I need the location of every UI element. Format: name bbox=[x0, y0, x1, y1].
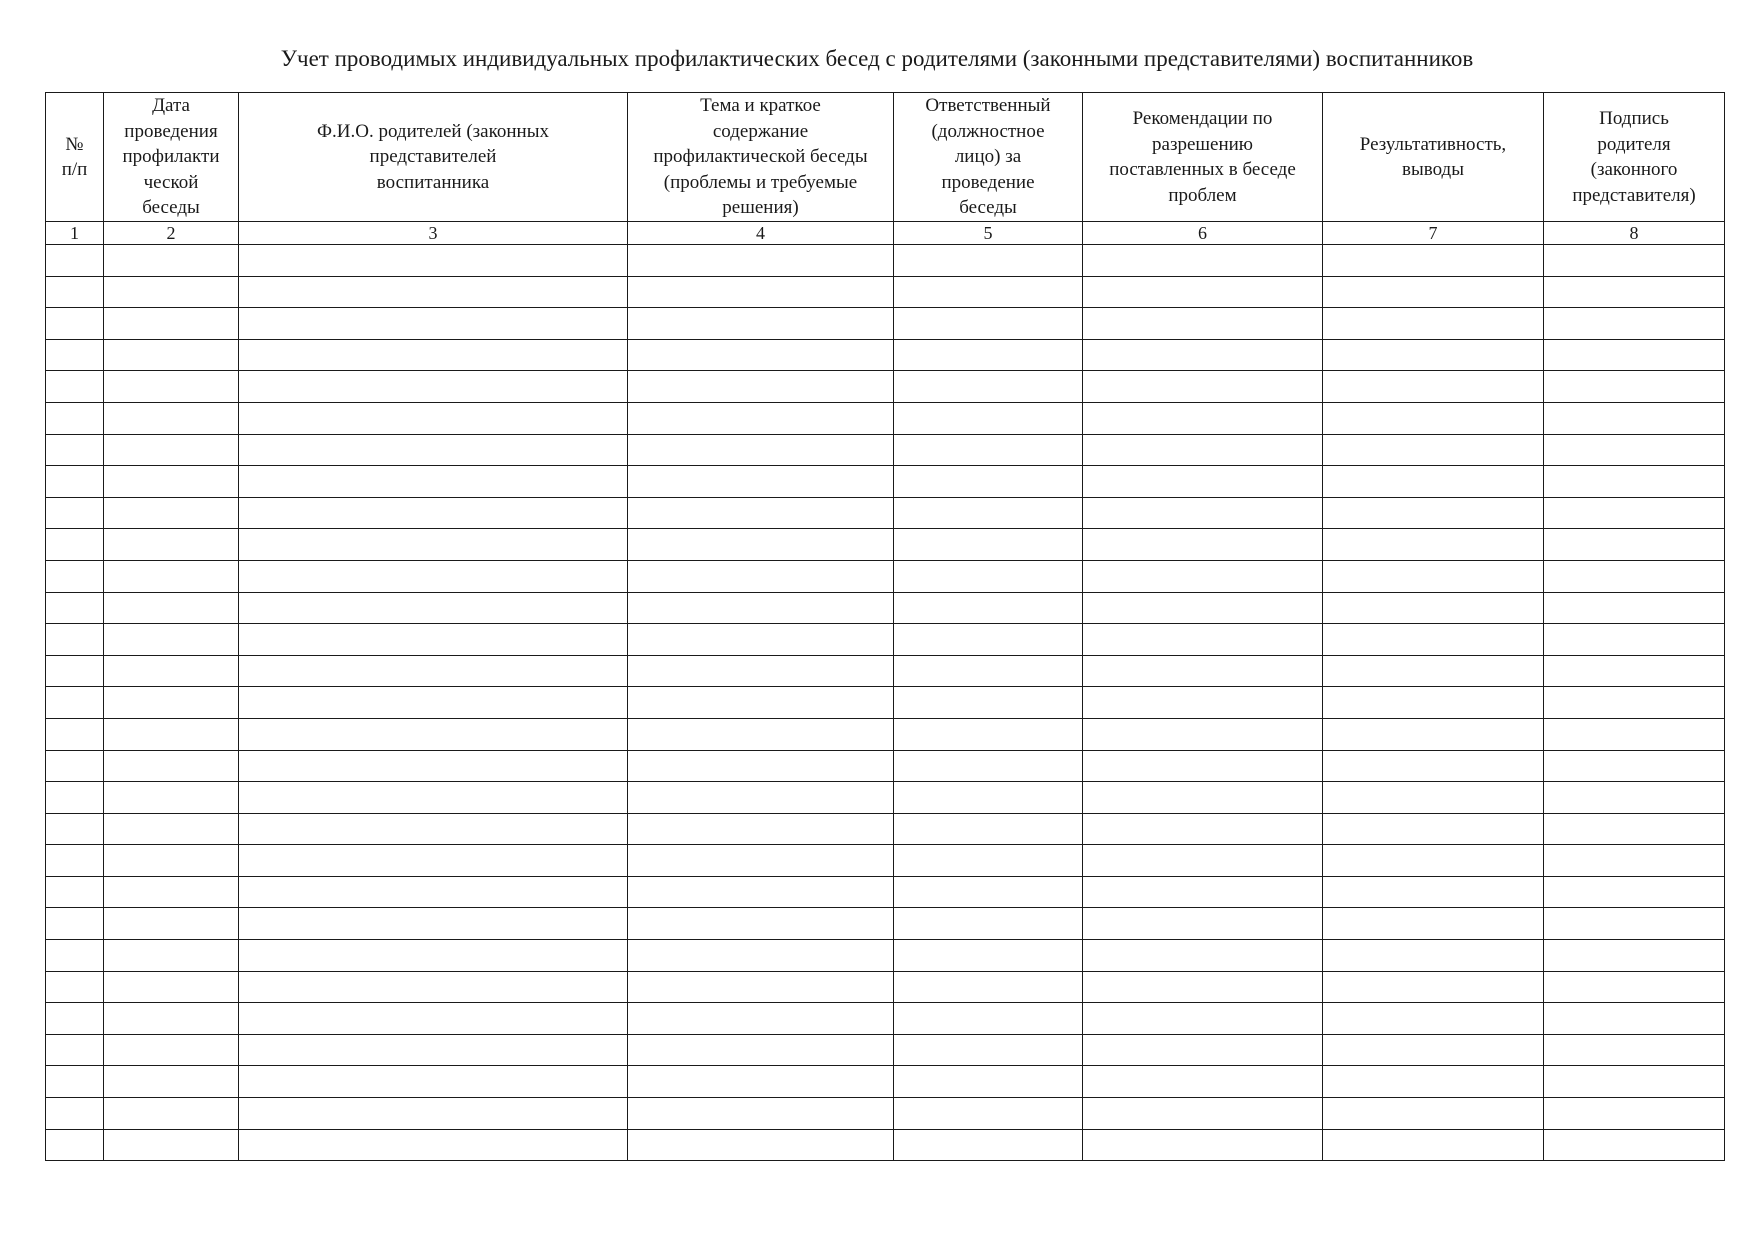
empty-cell bbox=[1323, 971, 1544, 1003]
empty-cell bbox=[628, 276, 894, 308]
empty-cell bbox=[1083, 529, 1323, 561]
empty-cell bbox=[894, 624, 1083, 656]
empty-cell bbox=[628, 624, 894, 656]
empty-cell bbox=[1083, 718, 1323, 750]
empty-cell bbox=[46, 1034, 104, 1066]
empty-cell bbox=[894, 1066, 1083, 1098]
empty-cell bbox=[1323, 1098, 1544, 1130]
empty-cell bbox=[1323, 876, 1544, 908]
empty-cell bbox=[1544, 687, 1725, 719]
empty-cell bbox=[239, 402, 628, 434]
empty-cell bbox=[1544, 1034, 1725, 1066]
table-row bbox=[46, 1098, 1725, 1130]
empty-cell bbox=[894, 940, 1083, 972]
empty-cell bbox=[1544, 1003, 1725, 1035]
empty-cell bbox=[1544, 434, 1725, 466]
empty-cell bbox=[1323, 1066, 1544, 1098]
empty-cell bbox=[1544, 276, 1725, 308]
empty-cell bbox=[1083, 687, 1323, 719]
empty-cell bbox=[1323, 687, 1544, 719]
table-row bbox=[46, 371, 1725, 403]
empty-cell bbox=[894, 434, 1083, 466]
empty-cell bbox=[1544, 940, 1725, 972]
empty-cell bbox=[1083, 1003, 1323, 1035]
empty-cell bbox=[239, 624, 628, 656]
empty-cell bbox=[46, 750, 104, 782]
empty-cell bbox=[1323, 466, 1544, 498]
empty-cell bbox=[46, 276, 104, 308]
empty-cell bbox=[1544, 876, 1725, 908]
empty-cell bbox=[104, 1034, 239, 1066]
empty-cell bbox=[1083, 339, 1323, 371]
empty-cell bbox=[239, 1003, 628, 1035]
empty-cell bbox=[239, 497, 628, 529]
empty-cell bbox=[239, 529, 628, 561]
empty-cell bbox=[628, 402, 894, 434]
empty-cell bbox=[1083, 245, 1323, 277]
empty-cell bbox=[104, 813, 239, 845]
empty-cell bbox=[104, 371, 239, 403]
column-number: 6 bbox=[1083, 222, 1323, 245]
empty-cell bbox=[104, 1066, 239, 1098]
empty-cell bbox=[239, 308, 628, 340]
empty-cell bbox=[1544, 624, 1725, 656]
empty-cell bbox=[1083, 497, 1323, 529]
empty-cell bbox=[104, 718, 239, 750]
empty-cell bbox=[1323, 434, 1544, 466]
empty-cell bbox=[1323, 339, 1544, 371]
empty-cell bbox=[104, 308, 239, 340]
empty-cell bbox=[628, 1066, 894, 1098]
empty-cell bbox=[104, 1129, 239, 1161]
empty-cell bbox=[1544, 371, 1725, 403]
empty-cell bbox=[894, 1003, 1083, 1035]
empty-cell bbox=[894, 750, 1083, 782]
empty-cell bbox=[1083, 1034, 1323, 1066]
empty-cell bbox=[628, 908, 894, 940]
empty-cell bbox=[1544, 1129, 1725, 1161]
empty-cell bbox=[1083, 813, 1323, 845]
empty-cell bbox=[1323, 908, 1544, 940]
empty-cell bbox=[46, 1066, 104, 1098]
empty-cell bbox=[628, 687, 894, 719]
empty-cell bbox=[46, 845, 104, 877]
empty-cell bbox=[46, 592, 104, 624]
empty-cell bbox=[1083, 655, 1323, 687]
empty-cell bbox=[104, 560, 239, 592]
empty-cell bbox=[1544, 339, 1725, 371]
empty-cell bbox=[1083, 845, 1323, 877]
empty-cell bbox=[894, 782, 1083, 814]
empty-cell bbox=[46, 560, 104, 592]
column-header-parent-name: Ф.И.О. родителей (законных представителей воспитанника bbox=[239, 93, 628, 222]
empty-cell bbox=[894, 466, 1083, 498]
empty-cell bbox=[104, 782, 239, 814]
empty-cell bbox=[46, 908, 104, 940]
column-number-row bbox=[46, 222, 1725, 245]
empty-cell bbox=[1323, 308, 1544, 340]
empty-cell bbox=[239, 655, 628, 687]
empty-cell bbox=[1544, 560, 1725, 592]
empty-cell bbox=[1544, 466, 1725, 498]
empty-cell bbox=[1083, 750, 1323, 782]
empty-cell bbox=[239, 971, 628, 1003]
empty-cell bbox=[104, 624, 239, 656]
empty-cell bbox=[1323, 782, 1544, 814]
empty-cell bbox=[628, 339, 894, 371]
empty-cell bbox=[628, 1034, 894, 1066]
empty-cell bbox=[46, 971, 104, 1003]
empty-cell bbox=[894, 1098, 1083, 1130]
table-row bbox=[46, 402, 1725, 434]
empty-cell bbox=[628, 1003, 894, 1035]
empty-cell bbox=[894, 560, 1083, 592]
empty-cell bbox=[46, 497, 104, 529]
empty-cell bbox=[628, 1129, 894, 1161]
empty-cell bbox=[239, 434, 628, 466]
empty-cell bbox=[628, 655, 894, 687]
empty-cell bbox=[239, 371, 628, 403]
empty-cell bbox=[239, 782, 628, 814]
table-row bbox=[46, 876, 1725, 908]
header-row bbox=[46, 93, 1725, 222]
empty-cell bbox=[46, 687, 104, 719]
empty-cell bbox=[46, 624, 104, 656]
table-row bbox=[46, 1003, 1725, 1035]
empty-cell bbox=[1083, 908, 1323, 940]
empty-cell bbox=[894, 592, 1083, 624]
empty-cell bbox=[46, 402, 104, 434]
empty-cell bbox=[239, 845, 628, 877]
empty-cell bbox=[1544, 529, 1725, 561]
empty-cell bbox=[239, 718, 628, 750]
empty-cell bbox=[628, 782, 894, 814]
column-header-topic: Тема и краткое содержание профилактической беседы (проблемы и требуемые решения) bbox=[628, 93, 894, 222]
empty-cell bbox=[628, 245, 894, 277]
empty-cell bbox=[1544, 497, 1725, 529]
empty-cell bbox=[1323, 529, 1544, 561]
empty-cell bbox=[628, 497, 894, 529]
table-row bbox=[46, 529, 1725, 561]
empty-cell bbox=[1323, 560, 1544, 592]
table-row bbox=[46, 908, 1725, 940]
table-row bbox=[46, 687, 1725, 719]
empty-cell bbox=[239, 876, 628, 908]
empty-cell bbox=[1544, 813, 1725, 845]
empty-cell bbox=[1083, 434, 1323, 466]
table-row bbox=[46, 560, 1725, 592]
empty-cell bbox=[628, 308, 894, 340]
empty-cell bbox=[1544, 718, 1725, 750]
empty-cell bbox=[1544, 908, 1725, 940]
empty-cell bbox=[239, 592, 628, 624]
empty-cell bbox=[104, 276, 239, 308]
column-number: 1 bbox=[46, 222, 104, 245]
empty-cell bbox=[1323, 655, 1544, 687]
empty-cell bbox=[1544, 971, 1725, 1003]
table-row bbox=[46, 782, 1725, 814]
table-row bbox=[46, 971, 1725, 1003]
empty-cell bbox=[1083, 371, 1323, 403]
empty-cell bbox=[104, 402, 239, 434]
table-row bbox=[46, 592, 1725, 624]
empty-cell bbox=[894, 908, 1083, 940]
empty-cell bbox=[1083, 560, 1323, 592]
empty-cell bbox=[104, 845, 239, 877]
empty-cell bbox=[46, 876, 104, 908]
empty-cell bbox=[1544, 592, 1725, 624]
column-number: 5 bbox=[894, 222, 1083, 245]
empty-cell bbox=[1323, 592, 1544, 624]
empty-cell bbox=[46, 655, 104, 687]
table-row bbox=[46, 339, 1725, 371]
table-row bbox=[46, 308, 1725, 340]
empty-cell bbox=[1083, 308, 1323, 340]
empty-cell bbox=[1323, 813, 1544, 845]
column-header-results: Результативность, выводы bbox=[1323, 93, 1544, 222]
empty-cell bbox=[104, 876, 239, 908]
empty-cell bbox=[1323, 402, 1544, 434]
empty-cell bbox=[894, 813, 1083, 845]
empty-cell bbox=[46, 308, 104, 340]
empty-cell bbox=[1083, 466, 1323, 498]
column-number: 4 bbox=[628, 222, 894, 245]
column-header-recommendations: Рекомендации по разрешению поставленных в беседе проблем bbox=[1083, 93, 1323, 222]
empty-cell bbox=[894, 1129, 1083, 1161]
empty-cell bbox=[628, 940, 894, 972]
table-row bbox=[46, 276, 1725, 308]
empty-cell bbox=[628, 750, 894, 782]
empty-cell bbox=[239, 339, 628, 371]
empty-cell bbox=[46, 339, 104, 371]
empty-cell bbox=[628, 529, 894, 561]
empty-cell bbox=[1544, 655, 1725, 687]
empty-cell bbox=[46, 782, 104, 814]
empty-cell bbox=[1323, 718, 1544, 750]
empty-cell bbox=[239, 560, 628, 592]
table-row bbox=[46, 1129, 1725, 1161]
empty-cell bbox=[239, 1129, 628, 1161]
empty-cell bbox=[46, 245, 104, 277]
empty-cell bbox=[239, 813, 628, 845]
register-table bbox=[45, 92, 1725, 1161]
empty-cell bbox=[894, 529, 1083, 561]
table-row bbox=[46, 497, 1725, 529]
empty-cell bbox=[1083, 276, 1323, 308]
table-row bbox=[46, 718, 1725, 750]
empty-cell bbox=[104, 529, 239, 561]
empty-cell bbox=[46, 813, 104, 845]
empty-cell bbox=[239, 245, 628, 277]
empty-cell bbox=[1544, 845, 1725, 877]
empty-cell bbox=[1083, 940, 1323, 972]
empty-cell bbox=[239, 940, 628, 972]
empty-cell bbox=[1544, 402, 1725, 434]
empty-cell bbox=[46, 466, 104, 498]
table-row bbox=[46, 434, 1725, 466]
empty-cell bbox=[104, 908, 239, 940]
column-header-number: № п/п bbox=[46, 93, 104, 222]
empty-cell bbox=[1323, 845, 1544, 877]
empty-cell bbox=[628, 876, 894, 908]
table-row bbox=[46, 1066, 1725, 1098]
empty-cell bbox=[1323, 624, 1544, 656]
empty-cell bbox=[46, 1098, 104, 1130]
empty-cell bbox=[1544, 1066, 1725, 1098]
empty-cell bbox=[894, 687, 1083, 719]
empty-cell bbox=[894, 245, 1083, 277]
empty-cell bbox=[628, 466, 894, 498]
empty-cell bbox=[104, 245, 239, 277]
empty-cell bbox=[628, 592, 894, 624]
column-header-responsible: Ответственный (должностное лицо) за проведение беседы bbox=[894, 93, 1083, 222]
empty-cell bbox=[1323, 497, 1544, 529]
empty-cell bbox=[1544, 750, 1725, 782]
empty-cell bbox=[1323, 371, 1544, 403]
register-body bbox=[46, 245, 1725, 1161]
empty-cell bbox=[894, 845, 1083, 877]
empty-cell bbox=[1083, 1066, 1323, 1098]
empty-cell bbox=[1544, 1098, 1725, 1130]
empty-cell bbox=[239, 908, 628, 940]
empty-cell bbox=[628, 971, 894, 1003]
empty-cell bbox=[239, 466, 628, 498]
empty-cell bbox=[104, 971, 239, 1003]
table-row bbox=[46, 750, 1725, 782]
empty-cell bbox=[104, 687, 239, 719]
empty-cell bbox=[104, 466, 239, 498]
table-row bbox=[46, 624, 1725, 656]
empty-cell bbox=[104, 940, 239, 972]
empty-cell bbox=[1323, 245, 1544, 277]
empty-cell bbox=[46, 434, 104, 466]
empty-cell bbox=[1323, 1034, 1544, 1066]
empty-cell bbox=[1544, 245, 1725, 277]
empty-cell bbox=[104, 339, 239, 371]
table-row bbox=[46, 655, 1725, 687]
table-row bbox=[46, 940, 1725, 972]
empty-cell bbox=[894, 655, 1083, 687]
empty-cell bbox=[1083, 402, 1323, 434]
empty-cell bbox=[1323, 1129, 1544, 1161]
empty-cell bbox=[894, 876, 1083, 908]
empty-cell bbox=[894, 971, 1083, 1003]
empty-cell bbox=[894, 339, 1083, 371]
empty-cell bbox=[239, 1098, 628, 1130]
empty-cell bbox=[104, 1003, 239, 1035]
empty-cell bbox=[1544, 308, 1725, 340]
empty-cell bbox=[628, 845, 894, 877]
empty-cell bbox=[1323, 940, 1544, 972]
document-title: Учет проводимых индивидуальных профилактических бесед с родителями (законными представителями) воспитанников bbox=[280, 46, 1474, 71]
empty-cell bbox=[1323, 276, 1544, 308]
empty-cell bbox=[104, 655, 239, 687]
empty-cell bbox=[1083, 971, 1323, 1003]
empty-cell bbox=[1323, 1003, 1544, 1035]
empty-cell bbox=[1083, 624, 1323, 656]
empty-cell bbox=[628, 1098, 894, 1130]
column-header-date: Дата проведения профилакти ческой беседы bbox=[104, 93, 239, 222]
empty-cell bbox=[628, 813, 894, 845]
empty-cell bbox=[239, 750, 628, 782]
empty-cell bbox=[894, 371, 1083, 403]
column-number: 2 bbox=[104, 222, 239, 245]
empty-cell bbox=[894, 308, 1083, 340]
empty-cell bbox=[1083, 592, 1323, 624]
column-number: 7 bbox=[1323, 222, 1544, 245]
column-header-signature: Подпись родителя (законного представителя) bbox=[1544, 93, 1725, 222]
empty-cell bbox=[104, 434, 239, 466]
empty-cell bbox=[628, 560, 894, 592]
empty-cell bbox=[628, 434, 894, 466]
empty-cell bbox=[1544, 782, 1725, 814]
empty-cell bbox=[1323, 750, 1544, 782]
empty-cell bbox=[894, 497, 1083, 529]
column-number: 3 bbox=[239, 222, 628, 245]
empty-cell bbox=[239, 1034, 628, 1066]
empty-cell bbox=[104, 592, 239, 624]
empty-cell bbox=[1083, 876, 1323, 908]
empty-cell bbox=[46, 1129, 104, 1161]
empty-cell bbox=[46, 529, 104, 561]
empty-cell bbox=[894, 276, 1083, 308]
empty-cell bbox=[1083, 1098, 1323, 1130]
empty-cell bbox=[104, 1098, 239, 1130]
empty-cell bbox=[628, 371, 894, 403]
empty-cell bbox=[46, 940, 104, 972]
table-row bbox=[46, 1034, 1725, 1066]
empty-cell bbox=[894, 1034, 1083, 1066]
empty-cell bbox=[46, 371, 104, 403]
table-row bbox=[46, 845, 1725, 877]
empty-cell bbox=[628, 718, 894, 750]
empty-cell bbox=[239, 687, 628, 719]
empty-cell bbox=[894, 402, 1083, 434]
column-number: 8 bbox=[1544, 222, 1725, 245]
empty-cell bbox=[894, 718, 1083, 750]
empty-cell bbox=[1083, 1129, 1323, 1161]
empty-cell bbox=[104, 497, 239, 529]
table-row bbox=[46, 245, 1725, 277]
table-row bbox=[46, 466, 1725, 498]
empty-cell bbox=[239, 1066, 628, 1098]
empty-cell bbox=[46, 1003, 104, 1035]
empty-cell bbox=[104, 750, 239, 782]
table-row bbox=[46, 813, 1725, 845]
empty-cell bbox=[239, 276, 628, 308]
empty-cell bbox=[46, 718, 104, 750]
empty-cell bbox=[1083, 782, 1323, 814]
